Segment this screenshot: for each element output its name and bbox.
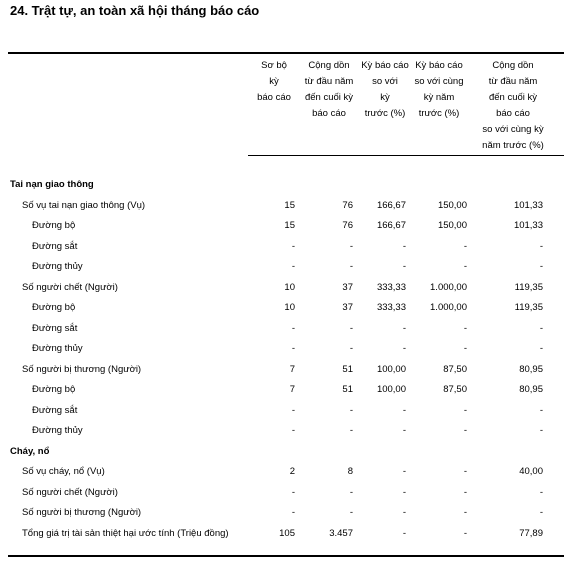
- table-cell: 87,50: [443, 363, 467, 375]
- row-label: Số vụ tai nạn giao thông (Vụ): [22, 199, 146, 211]
- table-cell: -: [349, 425, 353, 436]
- section-heading: Cháy, nổ: [10, 445, 50, 457]
- table-row: [0, 528, 573, 548]
- table-cell: -: [463, 404, 467, 416]
- table-row: [0, 507, 573, 527]
- column-header-vs-same-period-last-year: Kỳ báo cáo so với cùng kỳ năm trước (%): [414, 60, 464, 119]
- table-cell: -: [402, 240, 406, 252]
- table-cell: -: [402, 527, 406, 539]
- table-cell: -: [463, 527, 467, 539]
- table-cell: 40,00: [519, 466, 543, 477]
- table-cell: 119,35: [514, 302, 543, 313]
- table-cell: -: [463, 240, 467, 252]
- row-label: Số người bị thương (Người): [22, 507, 142, 518]
- table-cell: 80,95: [519, 384, 543, 395]
- table-cell: -: [463, 507, 467, 518]
- table-cell: -: [463, 486, 467, 498]
- row-label: Số người chết (Người): [22, 486, 118, 498]
- table-cell: 37: [342, 302, 353, 313]
- table-cell: -: [291, 507, 295, 518]
- page-title: 24. Trật tự, an toàn xã hội tháng báo cáo: [10, 3, 260, 18]
- table-cell: 105: [279, 527, 295, 539]
- table-row: [0, 343, 573, 363]
- table-row: [0, 323, 573, 343]
- table-cell: -: [402, 486, 406, 498]
- table-cell: 7: [289, 363, 295, 375]
- table-cell: 1.000,00: [430, 302, 467, 313]
- table-row: [0, 241, 573, 261]
- table-cell: -: [463, 322, 467, 334]
- row-label: Số người bị thương (Người): [22, 363, 142, 375]
- table-cell: -: [463, 343, 467, 354]
- table-row: [0, 446, 573, 466]
- table-row: [0, 261, 573, 281]
- row-label: Đường thủy: [32, 425, 83, 436]
- table-cell: -: [463, 425, 467, 436]
- table-row: [0, 466, 573, 486]
- table-row: [0, 425, 573, 445]
- table-cell: 77,89: [519, 527, 543, 539]
- table-cell: 10: [284, 302, 295, 313]
- table-cell: 51: [342, 384, 353, 395]
- table-cell: 37: [342, 281, 353, 293]
- table-cell: 7: [289, 384, 295, 395]
- table-cell: 3.457: [329, 527, 353, 539]
- table-cell: -: [291, 343, 295, 354]
- table-cell: -: [402, 322, 406, 334]
- table-bottom-rule: [8, 555, 564, 557]
- row-label: Số người chết (Người): [22, 281, 118, 293]
- table-row: [0, 302, 573, 322]
- table-cell: 100,00: [376, 363, 406, 375]
- row-label: Tổng giá trị tài sản thiệt hại ước tính (Triệu đồng): [22, 527, 229, 539]
- table-cell: -: [291, 404, 295, 416]
- table-cell: 150,00: [437, 199, 467, 211]
- table-cell: -: [291, 240, 295, 252]
- table-cell: -: [539, 486, 543, 498]
- table-cell: 87,50: [443, 384, 467, 395]
- column-header-cumulative: Cộng dồn từ đầu năm đến cuối kỳ báo cáo: [304, 60, 354, 119]
- table-cell: 15: [284, 220, 295, 231]
- table-cell: -: [539, 404, 543, 416]
- table-cell: 76: [342, 199, 353, 211]
- table-cell: -: [349, 507, 353, 518]
- table-cell: 10: [284, 281, 295, 293]
- row-label: Đường bộ: [32, 220, 76, 231]
- table-cell: -: [349, 486, 353, 498]
- column-header-cumulative-vs-last-year: Cộng dồn từ đầu năm đến cuối kỳ báo cáo so với cùng kỳ năm trước (%): [482, 60, 544, 151]
- table-cell: -: [349, 404, 353, 416]
- row-label: Số vụ cháy, nổ (Vụ): [22, 466, 105, 477]
- table-row: [0, 220, 573, 240]
- table-cell: 51: [342, 363, 353, 375]
- table-cell: -: [539, 425, 543, 436]
- table-cell: -: [539, 322, 543, 334]
- table-cell: -: [291, 261, 295, 272]
- table-cell: -: [539, 240, 543, 252]
- row-label: Đường sắt: [32, 404, 78, 416]
- table-cell: -: [463, 261, 467, 272]
- row-label: Đường sắt: [32, 240, 78, 252]
- table-cell: 166,67: [376, 220, 406, 231]
- table-cell: -: [349, 261, 353, 272]
- row-label: Đường bộ: [32, 384, 76, 395]
- table-cell: -: [291, 486, 295, 498]
- table-cell: 150,00: [437, 220, 467, 231]
- row-label: Đường thủy: [32, 343, 83, 354]
- table-cell: -: [402, 466, 406, 477]
- table-cell: -: [349, 240, 353, 252]
- table-cell: 80,95: [519, 363, 543, 375]
- table-cell: 76: [342, 220, 353, 231]
- table-cell: 333,33: [376, 281, 406, 293]
- table-cell: -: [402, 261, 406, 272]
- table-cell: -: [539, 507, 543, 518]
- table-cell: -: [291, 322, 295, 334]
- table-cell: 15: [284, 199, 295, 211]
- section-heading: Tai nạn giao thông: [10, 179, 94, 190]
- table-cell: 2: [289, 466, 295, 477]
- column-header-preliminary: Sơ bộ kỳ báo cáo: [257, 60, 291, 103]
- table-cell: 101,33: [513, 199, 543, 211]
- table-cell: -: [463, 466, 467, 477]
- table-cell: -: [402, 404, 406, 416]
- table-cell: -: [539, 343, 543, 354]
- table-row: [0, 200, 573, 220]
- table-cell: -: [349, 322, 353, 334]
- table-cell: 8: [347, 466, 353, 477]
- table-top-rule: [8, 52, 564, 54]
- row-label: Đường bộ: [32, 302, 76, 313]
- column-header-vs-previous-period: Kỳ báo cáo so với kỳ trước (%): [361, 60, 409, 119]
- row-label: Đường thủy: [32, 261, 83, 272]
- table-row: [0, 384, 573, 404]
- table-row: [0, 405, 573, 425]
- table-cell: -: [402, 507, 406, 518]
- table-cell: 119,35: [514, 281, 543, 293]
- table-cell: -: [402, 343, 406, 354]
- row-label: Đường sắt: [32, 322, 78, 334]
- table-cell: -: [539, 261, 543, 272]
- table-cell: 333,33: [376, 302, 406, 313]
- table-cell: -: [402, 425, 406, 436]
- header-bottom-rule: [248, 155, 564, 156]
- table-cell: 101,33: [513, 220, 543, 231]
- table-row: [0, 487, 573, 507]
- table-cell: 166,67: [376, 199, 406, 211]
- table-cell: -: [291, 425, 295, 436]
- table-cell: 1.000,00: [430, 281, 467, 293]
- table-row: [0, 179, 573, 199]
- table-row: [0, 282, 573, 302]
- table-cell: 100,00: [376, 384, 406, 395]
- table-cell: -: [349, 343, 353, 354]
- table-row: [0, 364, 573, 384]
